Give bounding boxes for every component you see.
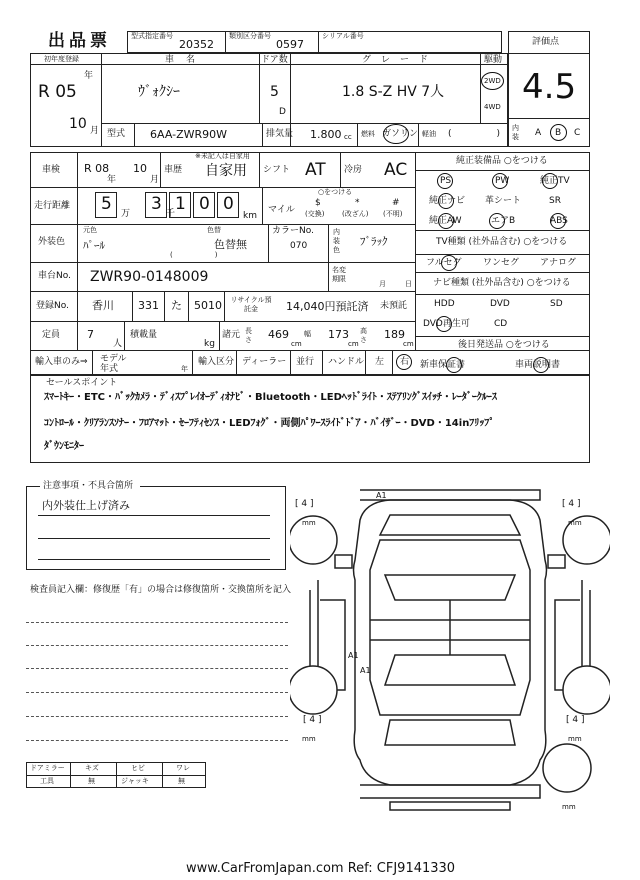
recycle-status: 未預託	[380, 301, 408, 311]
navi-dvd-play: DVD再生可	[423, 319, 470, 329]
orig-color-value: ﾊﾟｰﾙ	[83, 239, 105, 252]
docs-warranty: 新車保証書	[420, 360, 466, 370]
plate-number: 5010	[194, 299, 222, 312]
ac-value: AC	[384, 160, 408, 180]
drive-2wd: 2WD	[484, 77, 501, 85]
sales-points-label: セールスポイント	[46, 378, 118, 388]
interior-color-label: 内装色	[333, 228, 340, 254]
model-designation-label: 型式指定番号	[131, 32, 173, 40]
score-value: 4.5	[522, 67, 577, 107]
grade-value: 1.8 S-Z HV 7人	[342, 84, 445, 100]
genuine-grid: PS PW 純正TV 純正ナビ 革シート SR 純正AW エアB ABS	[415, 170, 590, 230]
recycle-amount: 14,040円預託済	[286, 300, 369, 313]
height-value: 189	[384, 328, 405, 341]
tv-title: TV種類 (社外品含む) ○をつける	[436, 237, 568, 247]
color-no-label: カラーNo.	[272, 226, 314, 236]
navi-hdd: HDD	[434, 299, 455, 309]
color-no-value: 070	[290, 241, 308, 251]
door-type: D	[279, 107, 286, 117]
mileage-opt-mile[interactable]: マイル	[268, 205, 295, 215]
notes-text: 内外装仕上げ済み	[42, 499, 130, 512]
mark-a1-rear: A1	[360, 666, 371, 675]
length-value: 469	[268, 328, 289, 341]
fuel-value: ガソリン	[382, 129, 419, 139]
usage-value: 自家用	[205, 163, 247, 179]
mileage-opt-unknown[interactable]: (不明)	[383, 210, 403, 218]
chassis-label: 車台No.	[38, 271, 71, 281]
handle-right: 右	[400, 357, 410, 367]
handle-label: ハンドル	[328, 357, 365, 367]
docs-manual: 車両説明書	[515, 360, 561, 370]
plate-kana: た	[171, 299, 182, 312]
first-reg-label: 初年度登録	[44, 55, 79, 63]
navi-cd: CD	[494, 319, 508, 329]
displacement-value: 1.800	[310, 128, 342, 141]
light-oil-label: 軽油	[422, 130, 436, 138]
first-reg-month: 10	[69, 116, 87, 132]
shift-value: AT	[305, 160, 326, 180]
import-label: 輸入車のみ⇒	[35, 357, 88, 367]
doors-label: ドア数	[261, 55, 288, 65]
category-value: 0597	[276, 38, 304, 51]
doors-value: 5	[270, 84, 279, 100]
form-title: 出品票	[48, 31, 111, 51]
drive-circle	[481, 72, 504, 90]
shift-label: シフト	[263, 165, 291, 175]
import-class-label: 輸入区分	[198, 357, 235, 367]
score-label: 評価点	[532, 37, 560, 47]
genuine-title: 純正装備品 ○をつける	[456, 156, 548, 166]
docs-title: 後日発送品 ○をつける	[458, 340, 550, 350]
inspection-year: R 08	[84, 162, 110, 175]
usage-label: 車歴	[164, 165, 183, 175]
handle-left: 左	[375, 357, 385, 367]
mark-a1-left: A1	[348, 651, 359, 660]
name-change-label: 名変期限	[332, 266, 346, 283]
plate-class: 331	[138, 299, 159, 312]
handle-circle	[396, 354, 412, 370]
color-label: 外装色	[38, 237, 66, 247]
capacity-label: 定員	[42, 330, 61, 340]
inspector-label: 検査員記入欄：修復歴「有」の場合は修復箇所・交換箇所を記入	[30, 585, 292, 595]
recolor-value: 色替無	[214, 238, 247, 251]
notes-label: 注意事項・不具合箇所	[43, 481, 134, 491]
dims-label: 諸元	[222, 330, 241, 340]
car-damage-diagram	[290, 480, 610, 820]
navi-title: ナビ種類 (社外品含む) ○をつける	[433, 278, 571, 288]
import-parallel: 並行	[296, 357, 315, 367]
mileage-label: 走行距離	[34, 201, 71, 211]
tread-rl: [ 4 ]	[303, 715, 322, 725]
sales-line-2: ｺﾝﾄﾛｰﾙ・ｸﾘｱﾗﾝｽｿﾅｰ・ﾌﾛｱﾏｯﾄ・ｾｰﾌﾃｨｾﾝｽ・LEDﾌｫｸﾞ・両側ﾊﾟﾜｰｽﾗｲﾄﾞﾄﾞｱ・ﾊﾞｲｻﾞｰ・DVD・14inﾌﾘｯﾌﾟ	[44, 418, 495, 429]
ac-label: 冷房	[344, 165, 363, 175]
interior-circle	[550, 124, 567, 141]
drive-label: 駆動	[484, 55, 503, 65]
tread-rr: [ 4 ]	[566, 715, 585, 725]
serial-label: シリアル番号	[322, 32, 364, 40]
model-type-label: 型式	[107, 129, 126, 139]
interior-label: 内装	[512, 124, 519, 141]
grade-label: グレード	[362, 55, 439, 65]
car-name: ｳﾞｫｸｼｰ	[138, 84, 180, 100]
inspection-month: 10	[133, 162, 147, 175]
capacity-value: 7	[87, 328, 94, 341]
tread-fl: [ 4 ]	[295, 499, 314, 509]
category-label: 類別区分番号	[229, 32, 271, 40]
sales-line-3: ﾀﾞｳﾝﾓﾆﾀｰ	[44, 441, 84, 452]
first-reg-year: R 05	[38, 82, 77, 102]
interior-color-value: ﾌﾞﾗｯｸ	[360, 235, 388, 248]
recycle-label: リサイクル預託金	[230, 296, 272, 313]
car-name-label: 車名	[165, 55, 208, 65]
displacement-label: 排気量	[266, 129, 294, 139]
tv-analog: アナログ	[540, 258, 577, 268]
mileage-opt-exchange[interactable]: (交換)	[305, 210, 325, 218]
tread-spare: mm	[562, 803, 576, 811]
drive-4wd: 4WD	[484, 103, 501, 111]
mark-a1-front: A1	[376, 491, 387, 500]
plate-area: 香川	[92, 299, 114, 312]
mileage-opt-tampered[interactable]: (改ざん)	[342, 210, 369, 218]
fuel-label: 燃料	[361, 130, 375, 138]
width-value: 173	[328, 328, 349, 341]
fuel-circle	[383, 124, 409, 144]
model-type-value: 6AA-ZWR90W	[150, 128, 228, 141]
model-designation-value: 20352	[179, 38, 214, 51]
tv-fullseg: フルセグ	[426, 258, 462, 268]
sales-line-1: ｽﾏｰﾄｷｰ・ETC・ﾊﾞｯｸｶﾒﾗ・ﾃﾞｨｽﾌﾟﾚｲｵｰﾃﾞｨｵﾅﾋﾞ・Bluetooth・LEDﾍｯﾄﾞﾗｲﾄ・ｽﾃｱﾘﾝｸﾞｽｲｯﾁ・ﾚｰﾀﾞｰｸﾙｰｽ	[44, 392, 497, 403]
navi-dvd: DVD	[490, 299, 510, 309]
tv-oneseg: ワンセグ	[483, 258, 520, 268]
tread-fr: [ 4 ]	[562, 499, 581, 509]
footer-ref: www.CarFromJapan.com Ref: CFJ9141330	[186, 861, 456, 876]
inspection-label: 車検	[42, 165, 61, 175]
import-dealer: ディーラー	[242, 357, 287, 367]
plate-label: 登録No.	[36, 301, 69, 311]
chassis-value: ZWR90-0148009	[90, 269, 209, 285]
model-year-label: モデル年式	[100, 354, 127, 374]
navi-sd: SD	[550, 299, 563, 309]
load-label: 積載量	[130, 330, 158, 340]
